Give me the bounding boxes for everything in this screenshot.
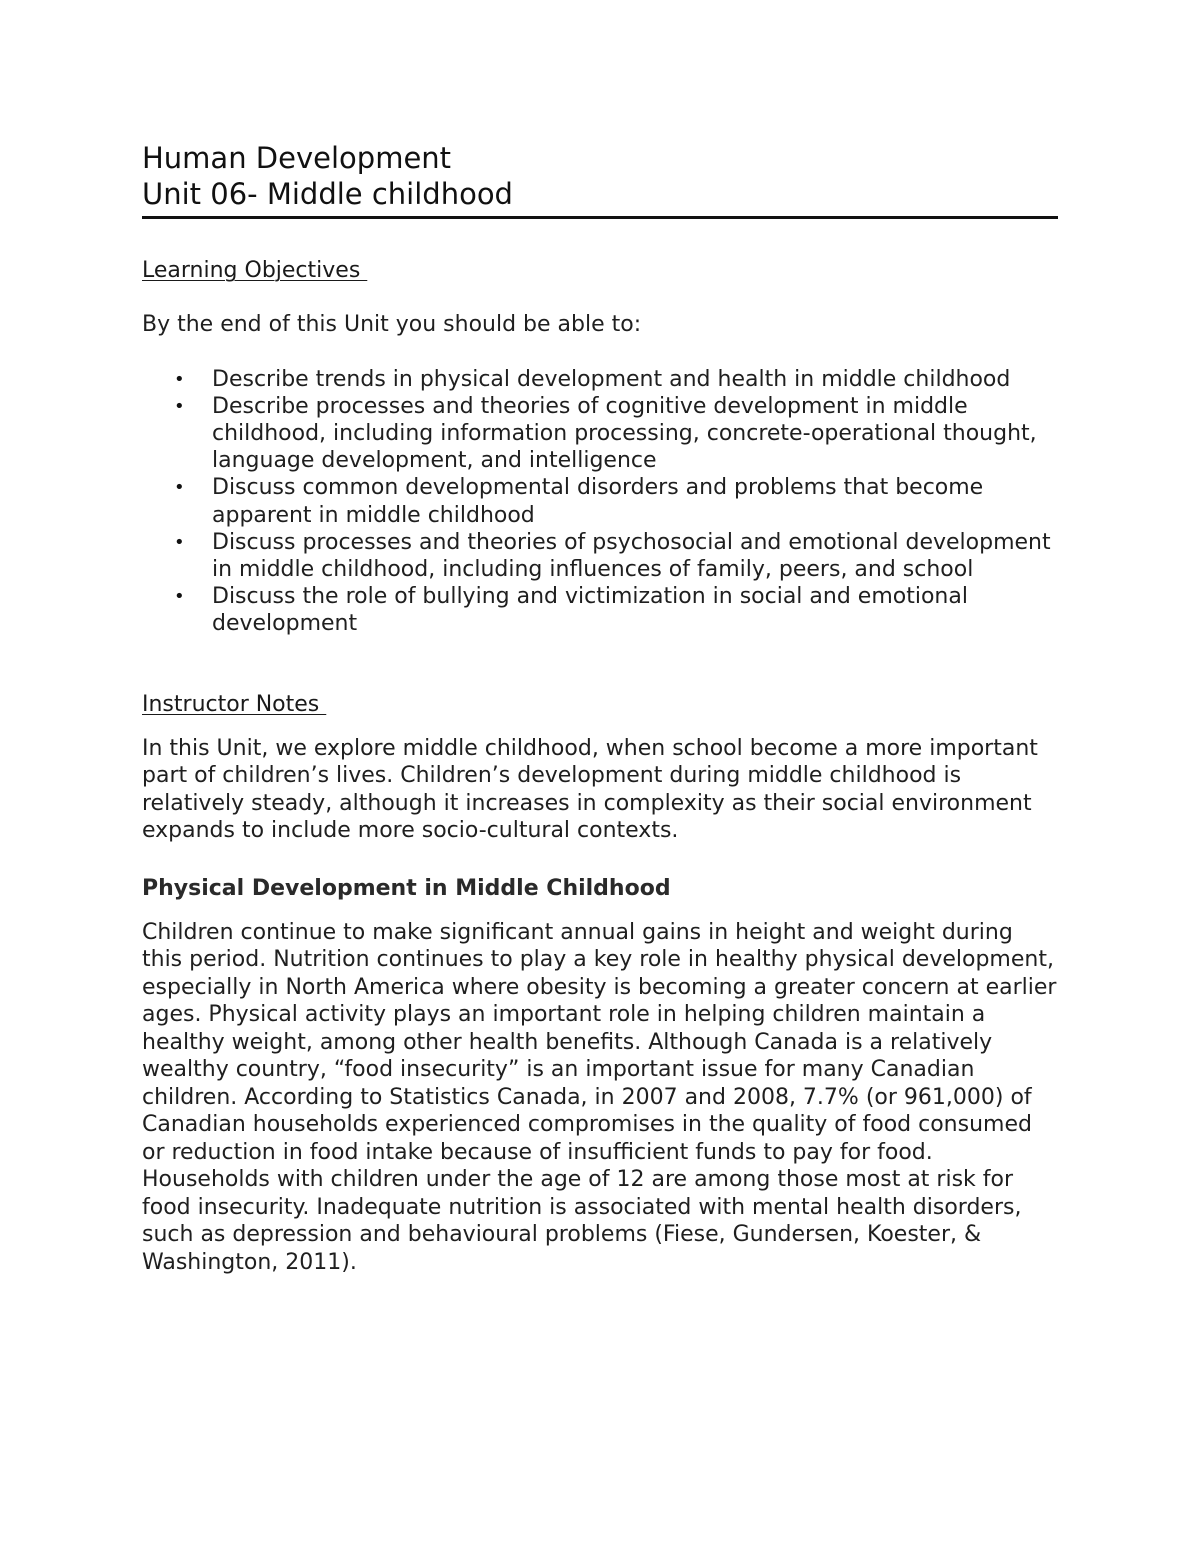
physical-development-heading: Physical Development in Middle Childhood <box>142 875 671 901</box>
instructor-notes-heading: Instructor Notes <box>142 691 327 717</box>
objective-text: Discuss processes and theories of psychosocial and emotional development in middle childhood, including influences of family, peers, and school <box>212 529 1051 582</box>
bullet-icon: • <box>174 368 185 390</box>
list-item <box>142 474 1058 528</box>
learning-objectives-heading: Learning Objectives <box>142 258 368 283</box>
objective-text: Describe processes and theories of cognitive development in middle childhood, including information processing, concrete-operational thought, language development, and intelligence <box>212 393 1037 474</box>
list-item <box>142 366 1058 393</box>
objectives-intro: By the end of this Unit you should be able to: <box>142 312 642 337</box>
title-divider <box>142 216 1058 219</box>
list-item <box>142 529 1058 583</box>
list-item <box>142 393 1058 475</box>
objectives-list <box>142 366 1058 638</box>
objective-text: Describe trends in physical development and health in middle childhood <box>212 366 1011 392</box>
objective-text: Discuss common developmental disorders and problems that become apparent in middle childhood <box>212 475 984 528</box>
bullet-icon: • <box>174 395 185 417</box>
bullet-icon: • <box>174 586 185 608</box>
bullet-icon: • <box>174 531 185 553</box>
bullet-icon: • <box>174 477 185 499</box>
objective-text: Discuss the role of bullying and victimization in social and emotional development <box>212 584 968 637</box>
document-title <box>142 140 1058 212</box>
list-item <box>142 583 1058 637</box>
title-line-2: Unit 06- Middle childhood <box>142 177 513 211</box>
document-page <box>142 140 1058 1276</box>
title-line-1: Human Development <box>142 141 452 175</box>
instructor-notes-body: In this Unit, we explore middle childhood, when school become a more important part of children’s lives. Children’s development during middle childhood is relatively steady, although it increases in complexity as their social environment expands to include more socio-cultural contexts. <box>142 735 1038 844</box>
physical-development-body: Children continue to make significant annual gains in height and weight during this period. Nutrition continues to play a key role in healthy physical development, especially in North America where obesity is becoming a greater concern at earlier ages. Physical activity plays an important role in helping children maintain a healthy weight, among other health benefits. Although Canada is a relatively wealthy country, “food insecurity” is an important issue for many Canadian children. According to Statistics Canada, in 2007 and 2008, 7.7% (or 961,000) of Canadian households experienced compromises in the quality of food consumed or reduction in food intake because of insufficient funds to pay for food. Households with children under the age of 12 are among those most at risk for food insecurity. Inadequate nutrition is associated with mental health disorders, such as depression and behavioural problems (Fiese, Gundersen, Koester, & Washington, 2011). <box>142 919 1057 1275</box>
